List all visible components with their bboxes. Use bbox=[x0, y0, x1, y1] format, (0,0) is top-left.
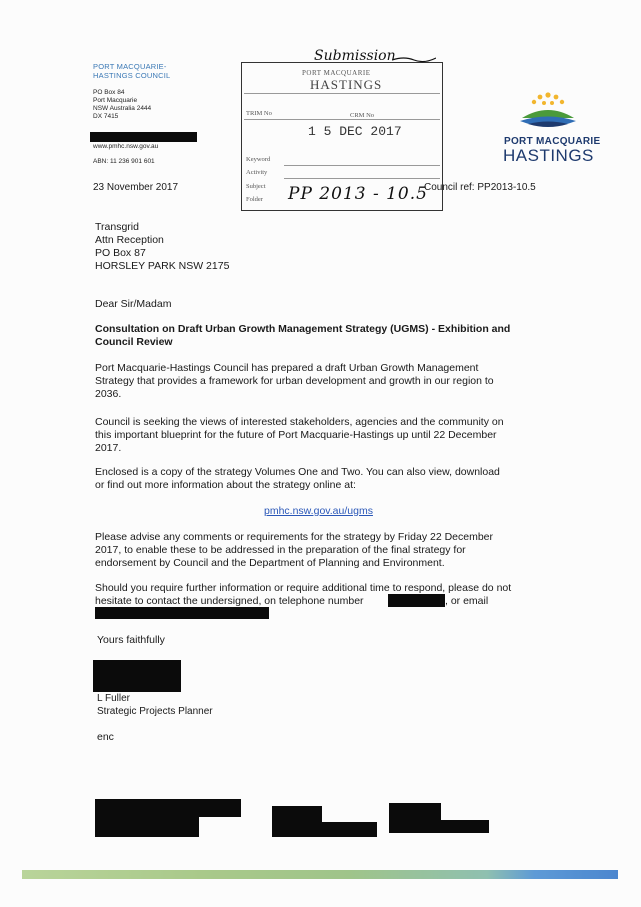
paragraph-1: Port Macquarie-Hastings Council has prepared a draft Urban Growth Management Strategy that provides a framework for urban development and growth in our region to 2036. bbox=[95, 362, 494, 400]
paragraph-5: Should you require further information or require additional time to respond, please do not bbox=[95, 582, 512, 594]
paragraph-5-line2b: , or email bbox=[445, 595, 489, 607]
stamp-org-line1: PORT MACQUARIE bbox=[302, 69, 371, 77]
council-website: www.pmhc.nsw.gov.au bbox=[93, 143, 159, 150]
handwritten-submission: Submission bbox=[314, 48, 396, 64]
footer-bar bbox=[22, 870, 618, 879]
paragraph-2: Council is seeking the views of interested stakeholders, agencies and the community on this important blueprint for the future of Port Macquarie-Hastings up until 22 December 2017. bbox=[95, 416, 504, 454]
stamp-folder-label: Folder bbox=[246, 196, 263, 203]
council-name: PORT MACQUARIE- HASTINGS COUNCIL bbox=[93, 62, 171, 80]
redacted-footer-4 bbox=[322, 822, 377, 837]
stamp-subject-label: Subject bbox=[246, 183, 266, 190]
redacted-signature bbox=[93, 660, 181, 692]
subject-heading: Consultation on Draft Urban Growth Management Strategy (UGMS) - Exhibition and Council Review bbox=[95, 323, 511, 348]
stamp-org-line2: HASTINGS bbox=[310, 77, 383, 92]
redacted-footer-1 bbox=[95, 799, 241, 817]
stamp-keyword-label: Keyword bbox=[246, 156, 271, 163]
council-abn: ABN: 11 236 901 601 bbox=[93, 158, 155, 165]
handwriting-flourish bbox=[392, 54, 436, 64]
redacted-phone bbox=[388, 594, 445, 607]
recipient-address: Transgrid Attn Reception PO Box 87 HORSLEY PARK NSW 2175 bbox=[95, 221, 230, 272]
closing: Yours faithfully bbox=[97, 634, 165, 646]
council-reference: Council ref: PP2013-10.5 bbox=[424, 182, 536, 193]
redacted-email bbox=[95, 607, 269, 619]
signatory: L Fuller Strategic Projects Planner bbox=[97, 693, 213, 717]
stamp-trim-label: TRIM No bbox=[246, 110, 272, 117]
enclosure-note: enc bbox=[97, 731, 114, 743]
strategy-link[interactable]: pmhc.nsw.gov.au/ugms bbox=[264, 505, 373, 517]
stamp-crm-label: CRM No bbox=[350, 112, 375, 119]
paragraph-3: Enclosed is a copy of the strategy Volumes One and Two. You can also view, download or find out more information about the strategy online at: bbox=[95, 466, 500, 491]
stamp-activity-label: Activity bbox=[246, 169, 268, 176]
council-logo-icon bbox=[516, 88, 580, 134]
stamp-date: 1 5 DEC 2017 bbox=[308, 124, 402, 139]
redacted-footer-3 bbox=[272, 806, 322, 837]
redaction-box bbox=[90, 132, 197, 142]
paragraph-4: Please advise any comments or requirements for the strategy by Friday 22 December 2017, to enable these to be addressed in the preparation of the final strategy for endorsement by Council and the Department of Planning and Environment. bbox=[95, 531, 494, 569]
redacted-footer-6 bbox=[389, 820, 489, 833]
council-address: PO Box 84 Port Macquarie NSW Australia 2444 DX 7415 bbox=[93, 89, 152, 120]
logo-text-line1: PORT MACQUARIE bbox=[504, 136, 601, 147]
paragraph-5-line2a: hesitate to contact the undersigned, on telephone number bbox=[95, 595, 364, 607]
salutation: Dear Sir/Madam bbox=[95, 298, 172, 310]
logo-text-line2: HASTINGS bbox=[503, 146, 594, 165]
letter-date: 23 November 2017 bbox=[93, 182, 179, 193]
redacted-footer-2 bbox=[95, 817, 199, 837]
handwritten-ref: PP 2013 - 10.5 bbox=[288, 184, 428, 204]
